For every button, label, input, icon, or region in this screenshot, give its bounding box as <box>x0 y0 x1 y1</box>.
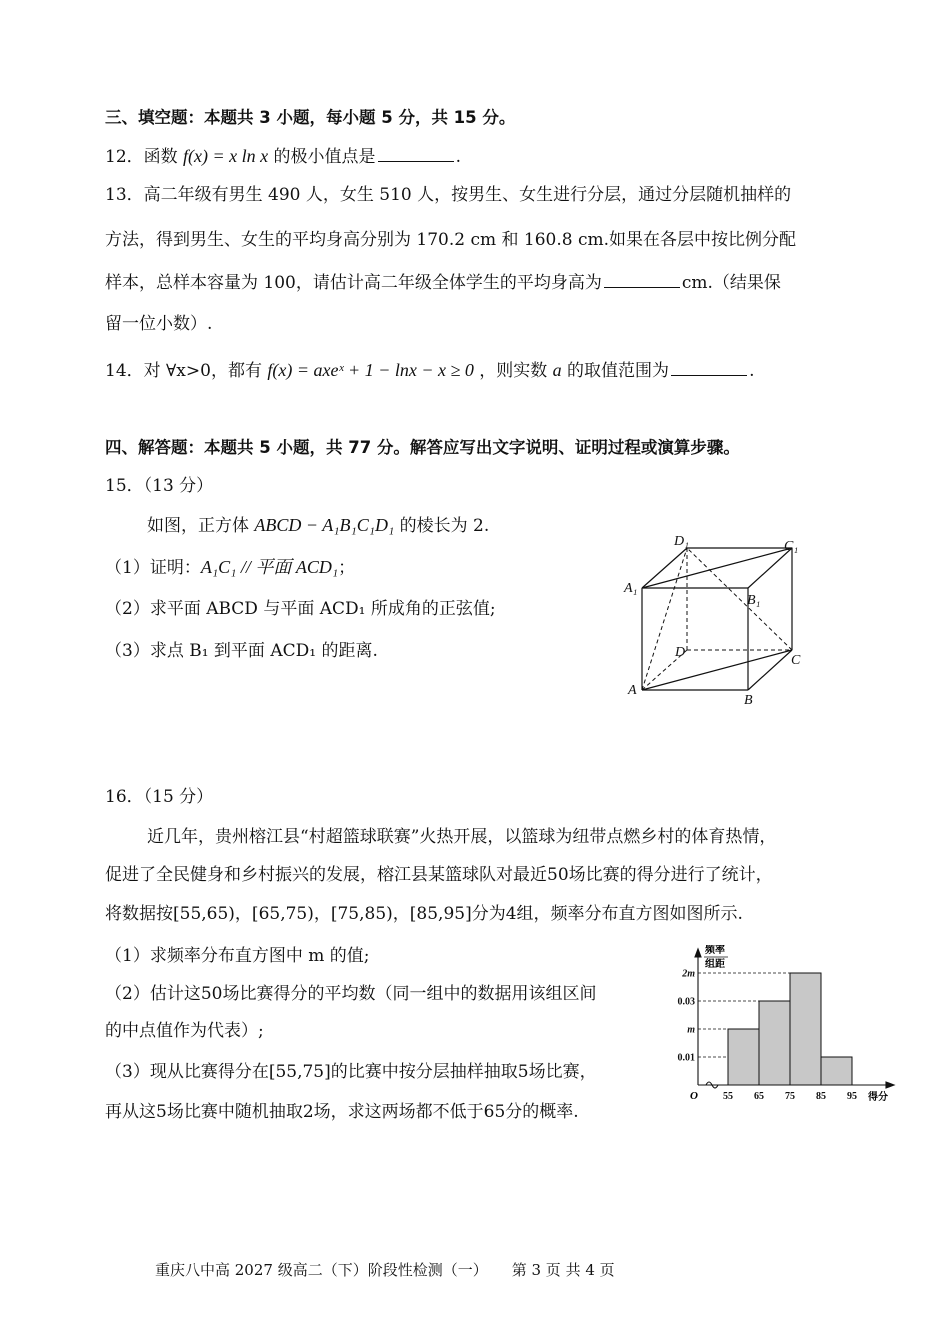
q16-part2-line2: 的中点值作为代表）; <box>105 1021 264 1041</box>
histogram-bar <box>790 973 821 1085</box>
q16-line3: 将数据按[55,65)，[65,75)，[75,85)，[85,95]分为4组，频率分布直方图如图所示. <box>105 904 743 924</box>
q13-line2: 方法，得到男生、女生的平均身高分别为 170.2 cm 和 160.8 cm.如果在各层中按比例分配 <box>105 230 797 250</box>
x-axis-arrow <box>886 1082 894 1088</box>
footer-page: 第 3 页 共 4 页 <box>511 1261 615 1279</box>
x-tick-label: 65 <box>754 1091 764 1102</box>
x-tick-label: 75 <box>785 1091 795 1102</box>
y-tick-label: m <box>687 1024 695 1036</box>
question-14 <box>105 359 754 382</box>
q13-line3-b: cm.（结果保 <box>681 273 781 293</box>
q16-line1: 近几年，贵州榕江县“村超篮球联赛”火热开展，以篮球为纽带点燃乡村的体育热情， <box>147 827 777 847</box>
origin-label: O <box>690 1090 698 1102</box>
histogram-bar <box>759 1001 790 1085</box>
section3-heading: 三、填空题：本题共 3 小题，每小题 5 分，共 15 分。 <box>105 108 516 127</box>
xlabel: 得分 <box>868 1092 888 1103</box>
q15-part3: （3）求点 B₁ 到平面 ACD₁ 的距离. <box>105 641 378 661</box>
q13-line4: 留一位小数）. <box>105 314 213 334</box>
label-d1: D₁ <box>674 534 689 549</box>
q16-line2: 促进了全民健身和乡村振兴的发展，榕江县某篮球队对最近50场比赛的得分进行了统计， <box>105 865 773 885</box>
q12-text: 的极小值点是 <box>268 147 376 167</box>
question-12 <box>105 145 461 168</box>
q13-line3 <box>105 271 781 294</box>
label-b1: B₁ <box>747 593 761 608</box>
y-tick-label: 2m <box>682 968 695 980</box>
diag-cd1 <box>687 548 792 650</box>
label-a1: A₁ <box>624 581 638 596</box>
q14-answer-blank <box>671 359 747 376</box>
diag-ad1 <box>642 548 687 690</box>
label-c: C <box>791 653 801 668</box>
label-c1: C₁ <box>784 539 799 554</box>
y-axis-arrow <box>695 949 701 957</box>
label-b: B <box>744 693 753 708</box>
q15-intro-formula: ABCD − A₁B₁C₁D₁ <box>254 515 395 535</box>
q16-part2-line1: （2）估计这50场比赛得分的平均数（同一组中的数据用该组区间 <box>105 984 597 1004</box>
q15-intro-a: 如图，正方体 <box>147 516 255 536</box>
q13-answer-blank <box>604 271 680 288</box>
q15-p1-formula: A₁C₁ // 平面 ACD₁ <box>200 557 339 577</box>
q16-part3-line1: （3）现从比赛得分在[55,75]的比赛中按分层抽样抽取5场比赛， <box>105 1062 597 1082</box>
q13-line1: 13．高二年级有男生 490 人，女生 510 人，按男生、女生进行分层，通过分层随机抽样的 <box>105 185 792 205</box>
page-footer <box>155 1259 639 1280</box>
q15-intro-b: 的棱长为 2. <box>394 516 490 536</box>
q16-part3-line2: 再从这5场比赛中随机抽取2场，求这两场都不低于65分的概率. <box>105 1102 579 1122</box>
q16-part1: （1）求频率分布直方图中 m 的值; <box>105 946 370 966</box>
q12-formula: f(x) = x ln x <box>183 146 269 166</box>
x-tick-label: 55 <box>723 1091 733 1102</box>
q13-line3-a: 样本，总样本容量为 100，请估计高二年级全体学生的平均身高为 <box>105 273 602 293</box>
ylabel-bottom: 组距 <box>705 959 725 970</box>
label-a: A <box>628 683 637 698</box>
q15-part2: （2）求平面 ABCD 与平面 ACD₁ 所成角的正弦值; <box>105 599 496 619</box>
footer-title: 重庆八中高 2027 级高二（下）阶段性检测（一） <box>155 1261 488 1279</box>
q15-p1-a: （1）证明： <box>105 558 201 578</box>
q14-middle: ，则实数 <box>473 361 553 381</box>
x-tick-label: 85 <box>816 1091 826 1102</box>
q16-header: 16．（15 分） <box>105 787 214 807</box>
section4-heading: 四、解答题：本题共 5 小题，共 77 分。解答应写出文字说明、证明过程或演算步骤。 <box>105 438 740 457</box>
ylabel-top: 频率 <box>705 945 725 956</box>
y-tick-label: 0.01 <box>677 1052 695 1064</box>
q12-prefix: 12．函数 <box>105 147 184 167</box>
x-tick-label: 95 <box>847 1091 857 1102</box>
histogram-bar <box>728 1029 759 1085</box>
q12-answer-blank <box>378 145 454 162</box>
q14-var: a <box>552 360 562 380</box>
q15-header: 15．（13 分） <box>105 476 214 496</box>
q14-end: . <box>749 361 755 381</box>
q15-intro <box>147 514 489 537</box>
histogram-bar <box>821 1057 852 1085</box>
q14-text: 的取值范围为 <box>561 361 670 381</box>
y-tick-label: 0.03 <box>677 996 695 1008</box>
q14-formula: f(x) = axeˣ + 1 − lnx − x ≥ 0 <box>267 360 474 380</box>
q12-end: . <box>455 147 461 167</box>
q15-part1 <box>105 556 355 579</box>
q15-p1-b: ； <box>338 558 356 578</box>
frequency-histogram <box>670 945 900 1110</box>
q14-prefix: 14．对 ∀x>0，都有 <box>105 361 268 381</box>
cube-figure <box>620 530 810 710</box>
label-d: D <box>675 645 686 660</box>
